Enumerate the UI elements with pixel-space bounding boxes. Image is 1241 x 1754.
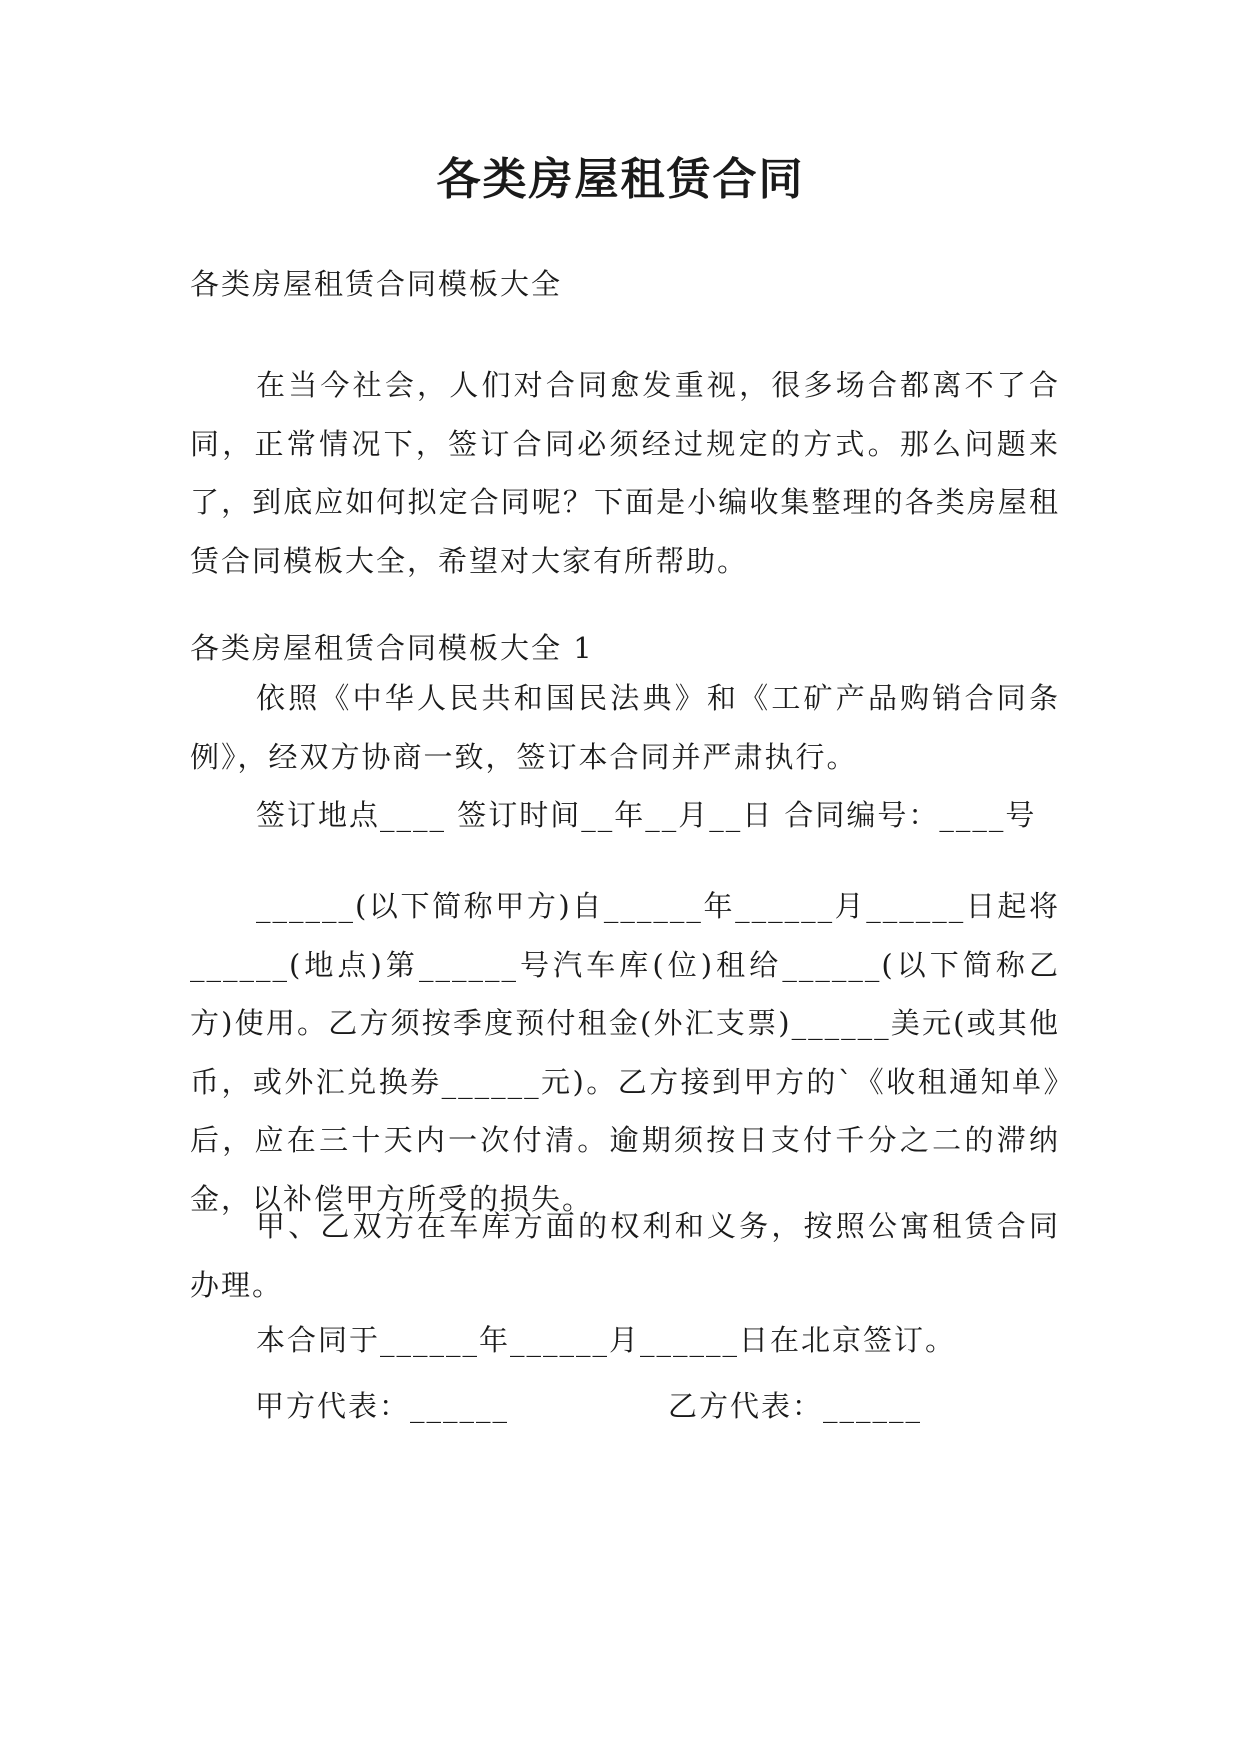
intro-paragraph: 在当今社会，人们对合同愈发重视，很多场合都离不了合同，正常情况下，签订合同必须经过规定的方式。那么问题来了，到底应如何拟定合同呢？下面是小编收集整理的各类房屋租赁合同模板大全，希望对大家有所帮助。: [190, 368, 1060, 578]
document-title: 各类房屋租赁合同: [436, 154, 805, 205]
lease-terms-paragraph: ______(以下简称甲方)自______年______月______日起将______(地点)第______号汽车库(位)租给______(以下简称乙方)使用。乙方须按季度预付租金(外汇支票)______美元(或其他币，或外汇兑换券______元)。乙方接到甲方的`《收租通知单》后，应在三十天内一次付清。逾期须按日支付千分之二的滞纳金，以补偿甲方所受的损失。: [190, 889, 1060, 1216]
signing-info-paragraph: 签订地点____ 签订时间__年__月__日 合同编号：____号: [256, 798, 1037, 832]
section-title: 各类房屋租赁合同模板大全 1: [190, 631, 594, 665]
law-basis-paragraph: 依照《中华人民共和国民法典》和《工矿产品购销合同条例》，经双方协商一致，签订本合同并严肃执行。: [190, 681, 1060, 774]
party-a-representative: 甲方代表：______: [255, 1389, 510, 1423]
document-subtitle: 各类房屋租赁合同模板大全: [190, 267, 563, 301]
party-b-representative: 乙方代表：______: [668, 1389, 923, 1423]
signing-date-paragraph: 本合同于______年______月______日在北京签订。: [256, 1323, 957, 1357]
rights-obligations-paragraph: 甲、乙双方在车库方面的权利和义务，按照公寓租赁合同办理。: [190, 1209, 1060, 1302]
